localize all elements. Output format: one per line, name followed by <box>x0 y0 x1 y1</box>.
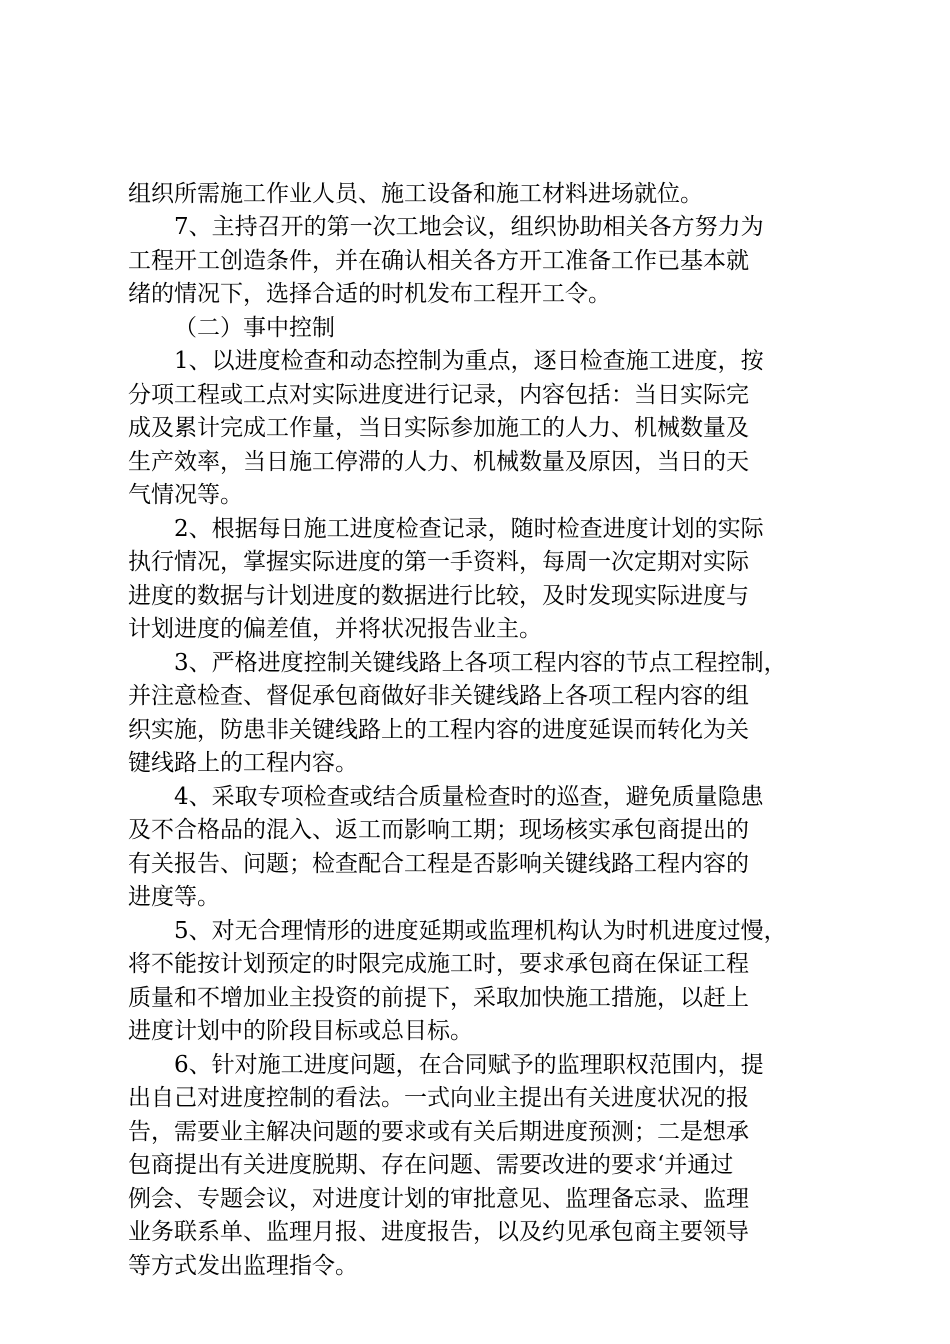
text-line: 组织所需施工作业人员、施工设备和施工材料进场就位。 <box>128 181 703 207</box>
text-line: 气情况等。 <box>128 482 243 508</box>
text-line: 及不合格品的混入、返工而影响工期；现场核实承包商提出的 <box>128 817 749 843</box>
text-line: 执行情况，掌握实际进度的第一手资料，每周一次定期对实际 <box>128 549 749 575</box>
text-line: 将不能按计划预定的时限完成施工时，要求承包商在保证工程 <box>128 951 749 977</box>
text-line: 例会、专题会议，对进度计划的审批意见、监理备忘录、监理 <box>128 1186 749 1212</box>
text-line: 键线路上的工程内容。 <box>128 750 358 776</box>
section-heading: （二）事中控制 <box>174 315 335 341</box>
text-line: 进度计划中的阶段目标或总目标。 <box>128 1018 473 1044</box>
text-line: 织实施，防患非关键线路上的工程内容的进度延误而转化为关 <box>128 717 749 743</box>
text-line: 分项工程或工点对实际进度进行记录，内容包括：当日实际完 <box>128 382 749 408</box>
text-line: 绪的情况下，选择合适的时机发布工程开工令。 <box>128 281 611 307</box>
text-line: 有关报告、问题；检查配合工程是否影响关键线路工程内容的 <box>128 851 749 877</box>
text-line: 业务联系单、监理月报、进度报告，以及约见承包商主要领导 <box>128 1219 749 1245</box>
text-line: 7、主持召开的第一次工地会议，组织协助相关各方努力为 <box>174 214 764 240</box>
text-line: 质量和不增加业主投资的前提下，采取加快施工措施，以赶上 <box>128 985 749 1011</box>
text-line: 出自己对进度控制的看法。一式向业主提出有关进度状况的报 <box>128 1085 749 1111</box>
text-line: 等方式发出监理指令。 <box>128 1253 358 1279</box>
text-line: 2、根据每日施工进度检查记录，随时检查进度计划的实际 <box>174 516 764 542</box>
text-line: 3、严格进度控制关键线路上各项工程内容的节点工程控制， <box>174 650 787 676</box>
text-line: 工程开工创造条件，并在确认相关各方开工准备工作已基本就 <box>128 248 749 274</box>
text-line: 进度等。 <box>128 884 220 910</box>
text-line: 生产效率，当日施工停滞的人力、机械数量及原因，当日的天 <box>128 449 749 475</box>
text-line: 计划进度的偏差值，并将状况报告业主。 <box>128 616 542 642</box>
text-line: 5、对无合理情形的进度延期或监理机构认为时机进度过慢， <box>174 918 787 944</box>
text-line: 1、以进度检查和动态控制为重点，逐日检查施工进度，按 <box>174 348 764 374</box>
text-line: 告，需要业主解决问题的要求或有关后期进度预测；二是想承 <box>128 1119 749 1145</box>
text-line: 包商提出有关进度脱期、存在问题、需要改进的要求‘并通过 <box>128 1152 734 1178</box>
text-line: 进度的数据与计划进度的数据进行比较，及时发现实际进度与 <box>128 583 749 609</box>
text-line: 并注意检查、督促承包商做好非关键线路上各项工程内容的组 <box>128 683 749 709</box>
text-line: 6、针对施工进度问题，在合同赋予的监理职权范围内，提 <box>174 1052 764 1078</box>
text-line: 4、采取专项检查或结合质量检查时的巡查，避免质量隐患 <box>174 784 764 810</box>
text-line: 成及累计完成工作量，当日实际参加施工的人力、机械数量及 <box>128 415 749 441</box>
